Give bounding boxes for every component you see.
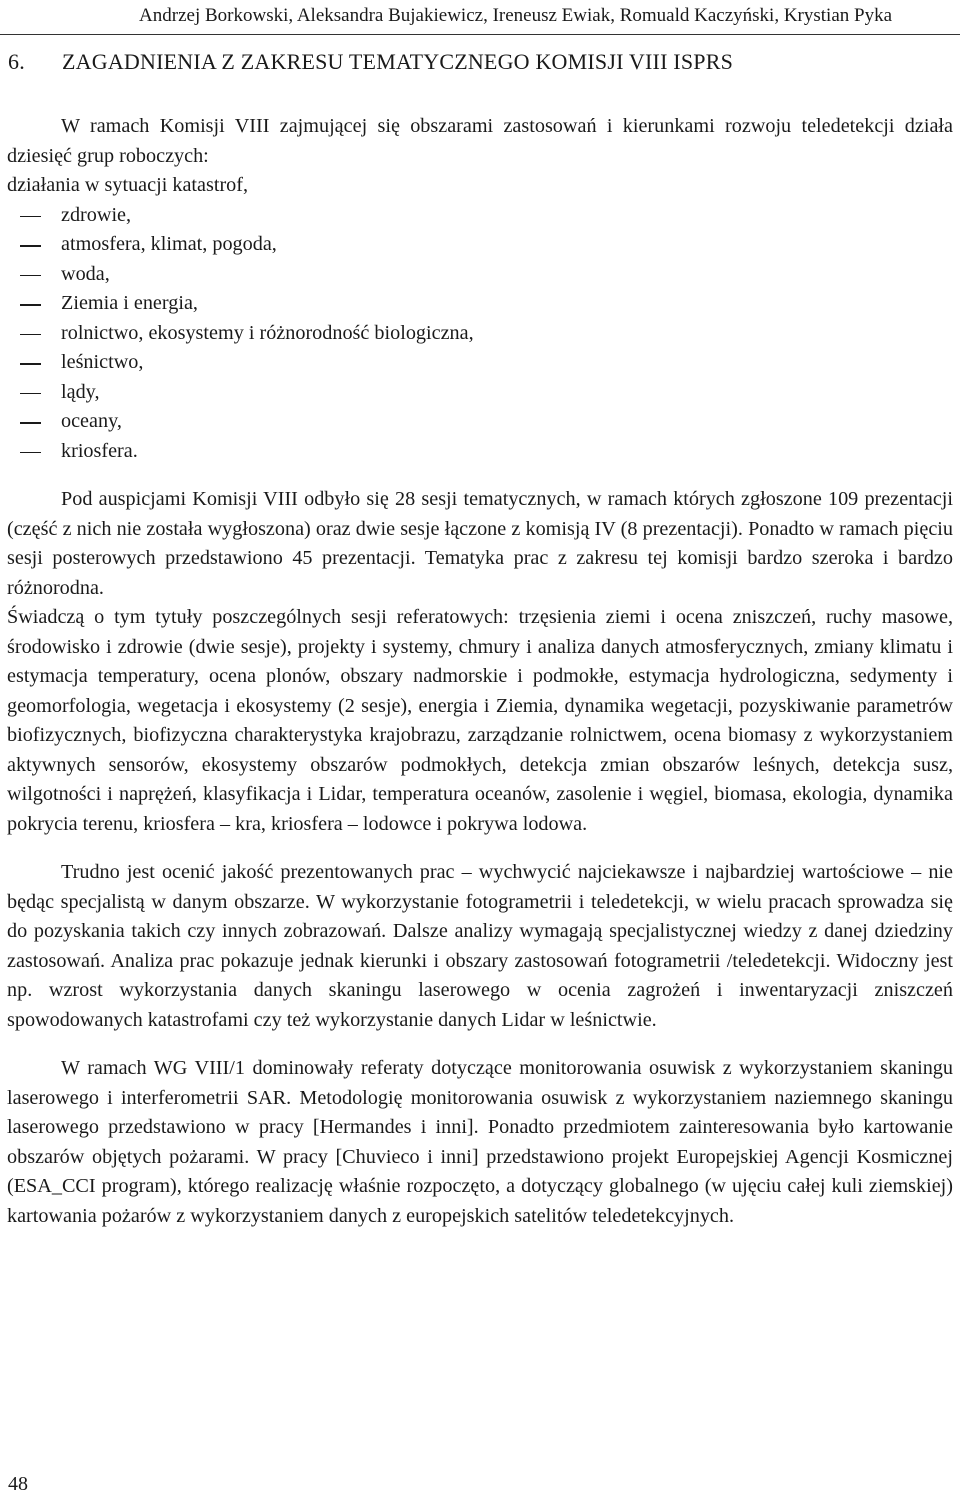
list-item: leśnictwo, — [7, 348, 953, 378]
list-item: Ziemia i energia, — [7, 289, 953, 319]
working-groups-list — [7, 201, 953, 467]
sessions-paragraph: Pod auspicjami Komisji VIII odbyło się 28 sesji tematycznych, w ramach których zgłoszone 109 prezentacji (część z nich nie została wygłoszona) oraz dwie sesje łączone z komisją IV (8 prezentacji). Ponadto w ramach pięciu sesji posterowych przedstawiono 45 prezentacji. Tematyka prac z zakresu tej komisji bardzo szeroka i bardzo różnorodna. — [7, 488, 953, 599]
page-number: 48 — [8, 1473, 28, 1495]
section-heading — [8, 49, 733, 75]
list-item: woda, — [7, 260, 953, 290]
list-item: zdrowie, — [7, 201, 953, 231]
list-item: kriosfera. — [7, 437, 953, 467]
session-titles-paragraph: Świadczą o tym tytuły poszczególnych sesji referatowych: trzęsienia ziemi i ocena zniszczeń, ruchy masowe, środowisko i zdrowie (dwie sesje), projekty i systemy, chmury i analiza danych atmosferycznych, zmiany klimatu i estymacja temperatury, ocena plonów, obszary nadmorskie i podmokłe, estymacja hydrologiczna, sedymenty i geomorfologia, wegetacja i ekosystemy (2 sesje), energia i Ziemia, dynamika wegetacji, pozyskiwanie parametrów biofizycznych, biofizyczna charakterystyka krajobrazu, zarządzanie rolnictwem, ocena biomasy z wykorzystaniem aktywnych sensorów, ekosystemy obszarów podmokłych, detekcja zmian obszarów leśnych, detekcja susz, wilgotności i naprężeń, klasyfikacja i Lidar, temperatura oceanów, zasolenie i węgiel, biomasa, ekologia, dynamika pokrycia terenu, kriosfera – kra, kriosfera – lodowce i pokrywa lodowa. — [7, 606, 953, 835]
wg-viii-1-paragraph: W ramach WG VIII/1 dominowały referaty dotyczące monitorowania osuwisk z wykorzystaniem skaningu laserowego i interferometrii SAR. Metodologię monitorowania osuwisk z wykorzystaniem naziemnego skaningu laserowego przedstawiono w pracy [Hermandes i inni]. Ponadto przedmiotem zainteresowania było kartowanie obszarów objętych pożarami. W pracy [Chuvieco i inni] przedstawiono projekt Europejskiej Agencji Kosmicznej (ESA_CCI program), którego realizację właśnie rozpoczęto, a dotyczący globalnego (w ujęciu całej kuli ziemskiej) kartowania pożarów z wykorzystaniem danych z europejskich satelitów teledetekcyjnych. — [7, 1057, 953, 1227]
list-item: oceany, — [7, 407, 953, 437]
first-working-group: działania w sytuacji katastrof, — [7, 174, 249, 196]
assessment-paragraph: Trudno jest ocenić jakość prezentowanych prac – wychwycić najciekawsze i najbardziej wartościowe – nie będąc specjalistą w danym obszarze. W wykorzystanie fotogrametrii i teledetekcji, w wielu pracach sprowadza się do pozyskania takich czy innych zobrazowań. Dalsze analizy wymagają specjalistycznej wiedzy z danej dziedziny zastosowań. Analiza prac pokazuje jednak kierunki i obszary zastosowań fotogrametrii /teledetekcji. Widoczny jest np. wzrost wykorzystania danych skaningu laserowego w ocenia zagrożeń i inwentaryzacji zniszczeń spowodowanych katastrofami czy też wykorzystanie danych Lidar w leśnictwie. — [7, 861, 953, 1031]
list-item: lądy, — [7, 378, 953, 408]
section-title: ZAGADNIENIA Z ZAKRESU TEMATYCZNEGO KOMISJI VIII ISPRS — [62, 49, 734, 74]
intro-paragraph: W ramach Komisji VIII zajmującej się obszarami zastosowań i kierunkami rozwoju teledetekcji działa dziesięć grup roboczych: — [7, 115, 953, 167]
page-body — [7, 112, 953, 1231]
header-authors: Andrzej Borkowski, Aleksandra Bujakiewicz, Ireneusz Ewiak, Romuald Kaczyński, Krystian Pyka — [139, 5, 892, 26]
section-number: 6. — [8, 49, 25, 74]
list-item: rolnictwo, ekosystemy i różnorodność biologiczna, — [7, 319, 953, 349]
running-header — [0, 0, 960, 35]
list-item: atmosfera, klimat, pogoda, — [7, 230, 953, 260]
